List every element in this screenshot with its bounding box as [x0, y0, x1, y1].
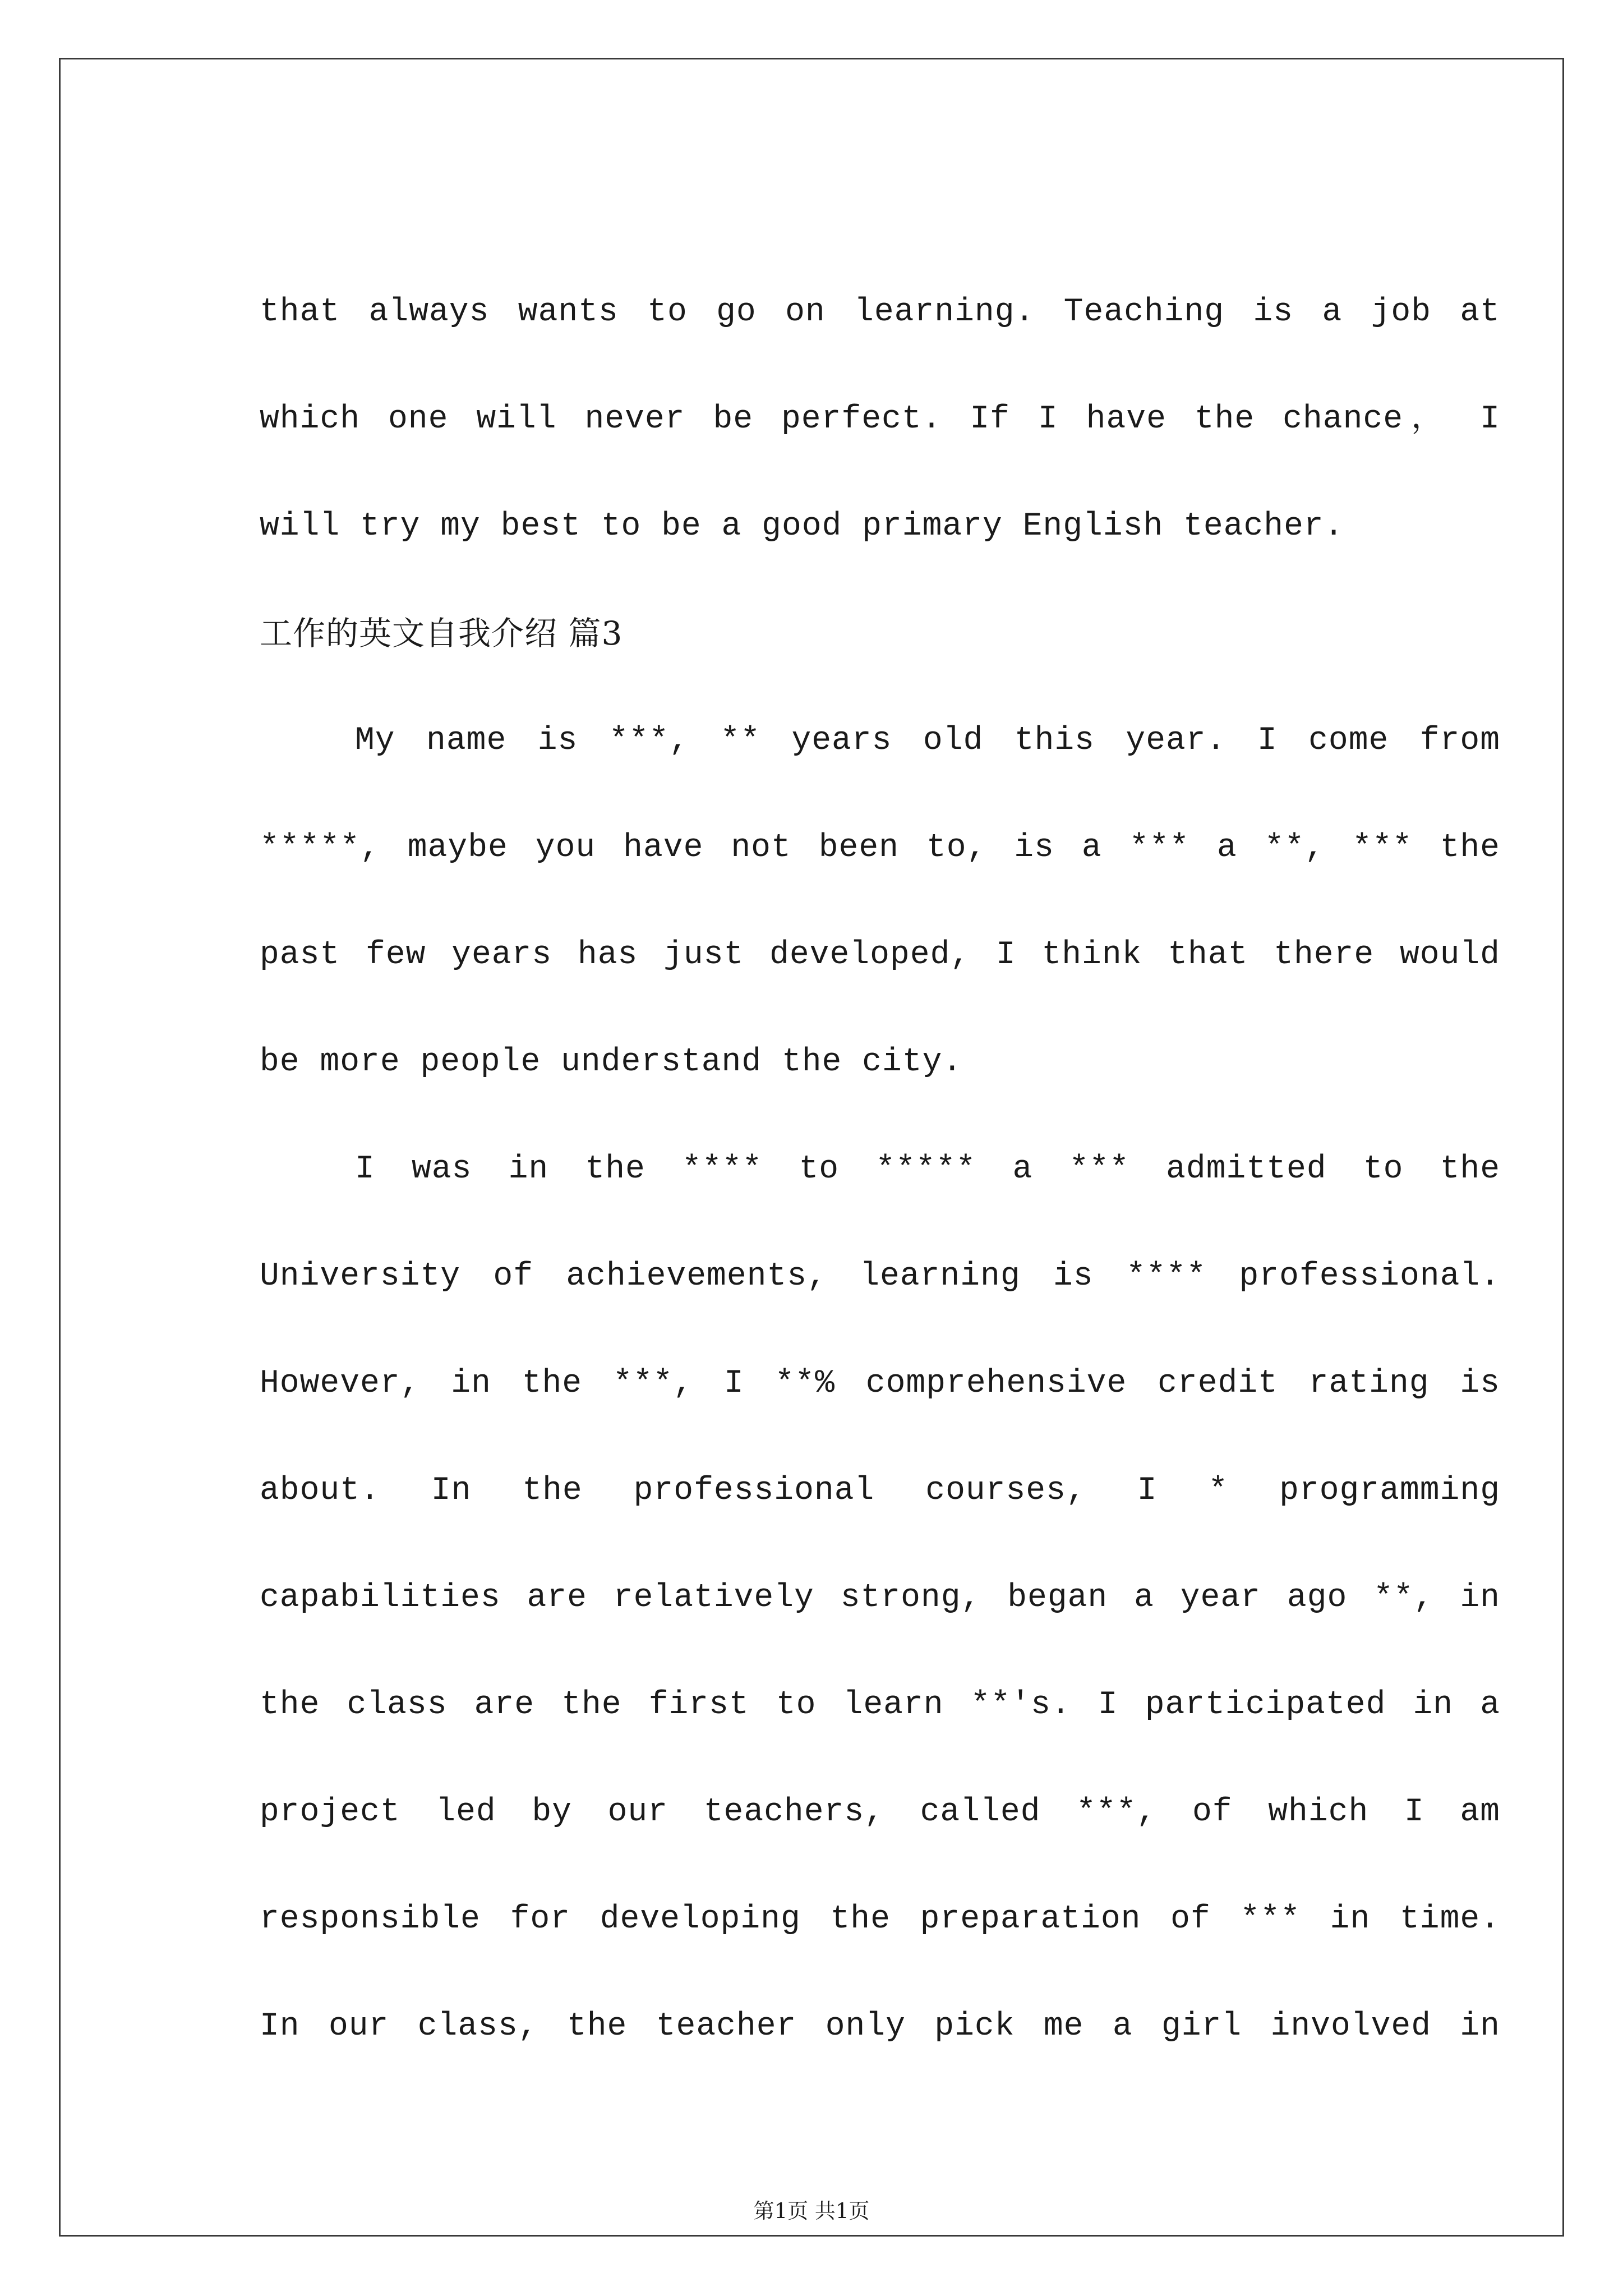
- text-line: which one will never be perfect. If I have the chance， I: [260, 401, 1500, 438]
- text-line: project led by our teachers, called ***, of which I am: [260, 1794, 1500, 1830]
- document-content: [260, 259, 1500, 2080]
- text-line: capabilities are relatively strong, began a year ago **, in: [260, 1580, 1500, 1616]
- text-line: responsible for developing the preparation of *** in time.: [260, 1901, 1500, 1938]
- text-line: about. In the professional courses, I * programming: [260, 1473, 1500, 1509]
- text-line: be more people understand the city.: [260, 1044, 963, 1080]
- text-line: the class are the first to learn **'s. I participated in a: [260, 1687, 1500, 1723]
- page-border: [59, 58, 1564, 2237]
- text-line: However, in the ***, I **% comprehensive credit rating is: [260, 1365, 1500, 1402]
- text-line: In our class, the teacher only pick me a girl involved in: [260, 2008, 1500, 2045]
- text-line: *****, maybe you have not been to, is a *** a **, *** the: [260, 830, 1500, 866]
- text-line: I was in the **** to ***** a *** admitted to the: [355, 1151, 1500, 1188]
- section-heading: 工作的英文自我介绍 篇3: [260, 614, 623, 652]
- page-footer: 第1页 共1页: [753, 2199, 870, 2223]
- text-line: that always wants to go on learning. Teaching is a job at: [260, 294, 1500, 330]
- text-line: will try my best to be a good primary English teacher.: [260, 508, 1344, 545]
- text-line: My name is ***, ** years old this year. I come from: [355, 723, 1500, 759]
- text-line: University of achievements, learning is **** professional.: [260, 1258, 1500, 1295]
- text-line: past few years has just developed, I think that there would: [260, 937, 1500, 973]
